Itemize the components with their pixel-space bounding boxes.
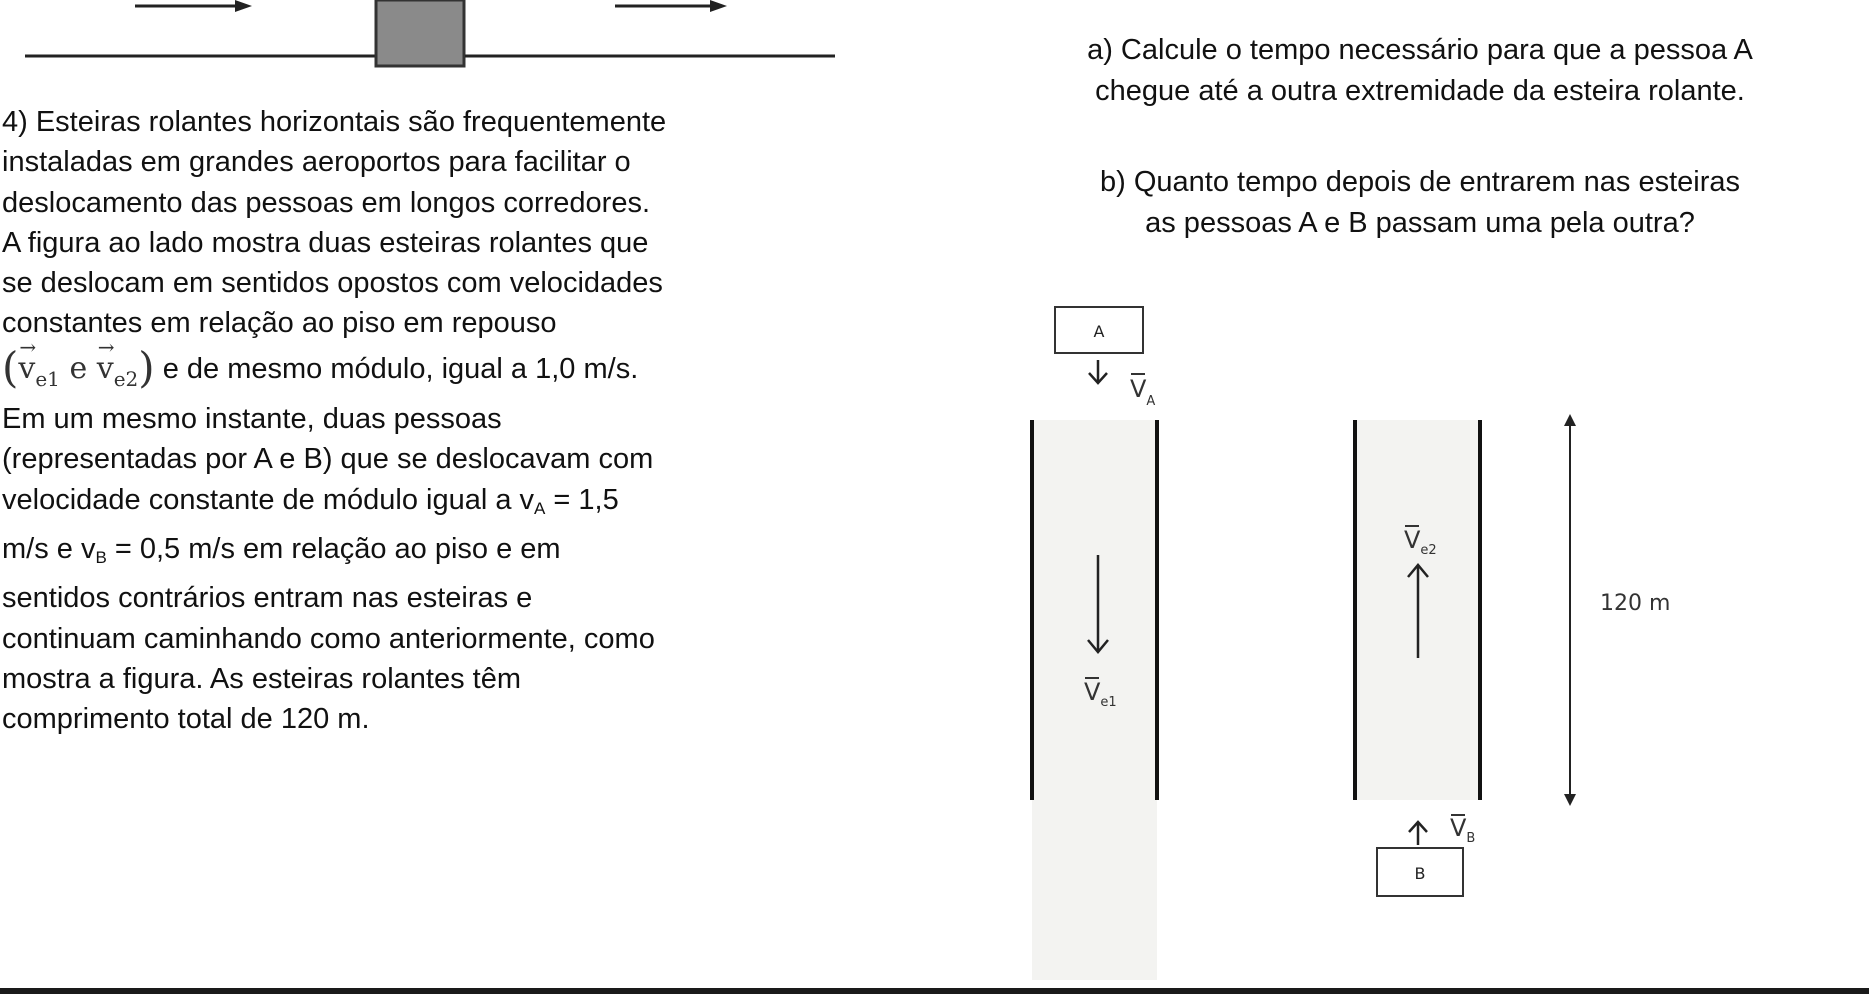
question-line: e de mesmo módulo, igual a 1,0 m/s. bbox=[162, 352, 639, 385]
vel-b-label: $V_B$ bbox=[1450, 814, 1476, 846]
length-bottom-arrowhead bbox=[1564, 794, 1576, 806]
question-line: (representadas por A e B) que se deslocavam com bbox=[2, 443, 654, 476]
subquestion-b-line: as pessoas A e B passam uma pela outra? bbox=[1145, 207, 1695, 239]
question-line: comprimento total de 120 m. bbox=[2, 703, 370, 736]
person-a-label: A bbox=[1093, 322, 1105, 341]
subquestion-b-line: b) Quanto tempo depois de entrarem nas esteiras bbox=[1100, 166, 1740, 198]
subquestion-a-line: a) Calcule o tempo necessário para que a pessoa A bbox=[1087, 34, 1753, 66]
length-label: 120 m bbox=[1600, 591, 1671, 616]
subquestion-a bbox=[990, 30, 1850, 112]
question-line: se deslocam em sentidos opostos com velocidades bbox=[2, 267, 663, 300]
top-arrowhead-left bbox=[235, 0, 252, 12]
top-arrowhead-right bbox=[710, 0, 727, 12]
vector-notation-line bbox=[2, 342, 902, 399]
question-line: sentidos contrários entram nas esteiras e bbox=[2, 582, 533, 615]
question-line: deslocamento das pessoas em longos corredores. bbox=[2, 186, 651, 219]
question-text bbox=[2, 102, 902, 739]
bottom-bar bbox=[0, 988, 1869, 994]
question-line: instaladas em grandes aeroportos para facilitar o bbox=[2, 146, 631, 179]
question-line: constantes em relação ao piso em repouso bbox=[2, 307, 557, 340]
question-line: mostra a figura. As esteiras rolantes têm bbox=[2, 662, 521, 695]
subquestion-a-line: chegue até a outra extremidade da esteira rolante. bbox=[1095, 75, 1745, 107]
question-line: continuam caminhando como anteriormente, como bbox=[2, 622, 655, 655]
subquestion-b bbox=[990, 162, 1850, 244]
question-line: 4) Esteiras rolantes horizontais são frequentemente bbox=[2, 106, 667, 138]
vel-a-label: $V_A$ bbox=[1130, 375, 1156, 409]
center-block bbox=[376, 0, 464, 66]
question-line: Em um mesmo instante, duas pessoas bbox=[2, 403, 502, 436]
length-top-arrowhead bbox=[1564, 414, 1576, 426]
top-figure bbox=[0, 0, 840, 80]
escalator-figure bbox=[1000, 280, 1869, 980]
question-line-vb: m/s e $v_B = 0,5$ m/s em relação ao piso e em bbox=[2, 532, 561, 567]
question-line: A figura ao lado mostra duas esteiras rolantes que bbox=[2, 226, 649, 259]
ve1-label: $V_{e1}$ bbox=[1084, 678, 1117, 710]
question-line-va: velocidade constante de módulo igual a $v_A = 1,5$ bbox=[2, 483, 619, 518]
vector-notation: (→ $v_{e1}$ $e \to v_{e2}$) bbox=[2, 348, 155, 399]
person-b-label: B bbox=[1414, 864, 1426, 883]
ve2-label: $V_{e2}$ bbox=[1404, 526, 1437, 558]
